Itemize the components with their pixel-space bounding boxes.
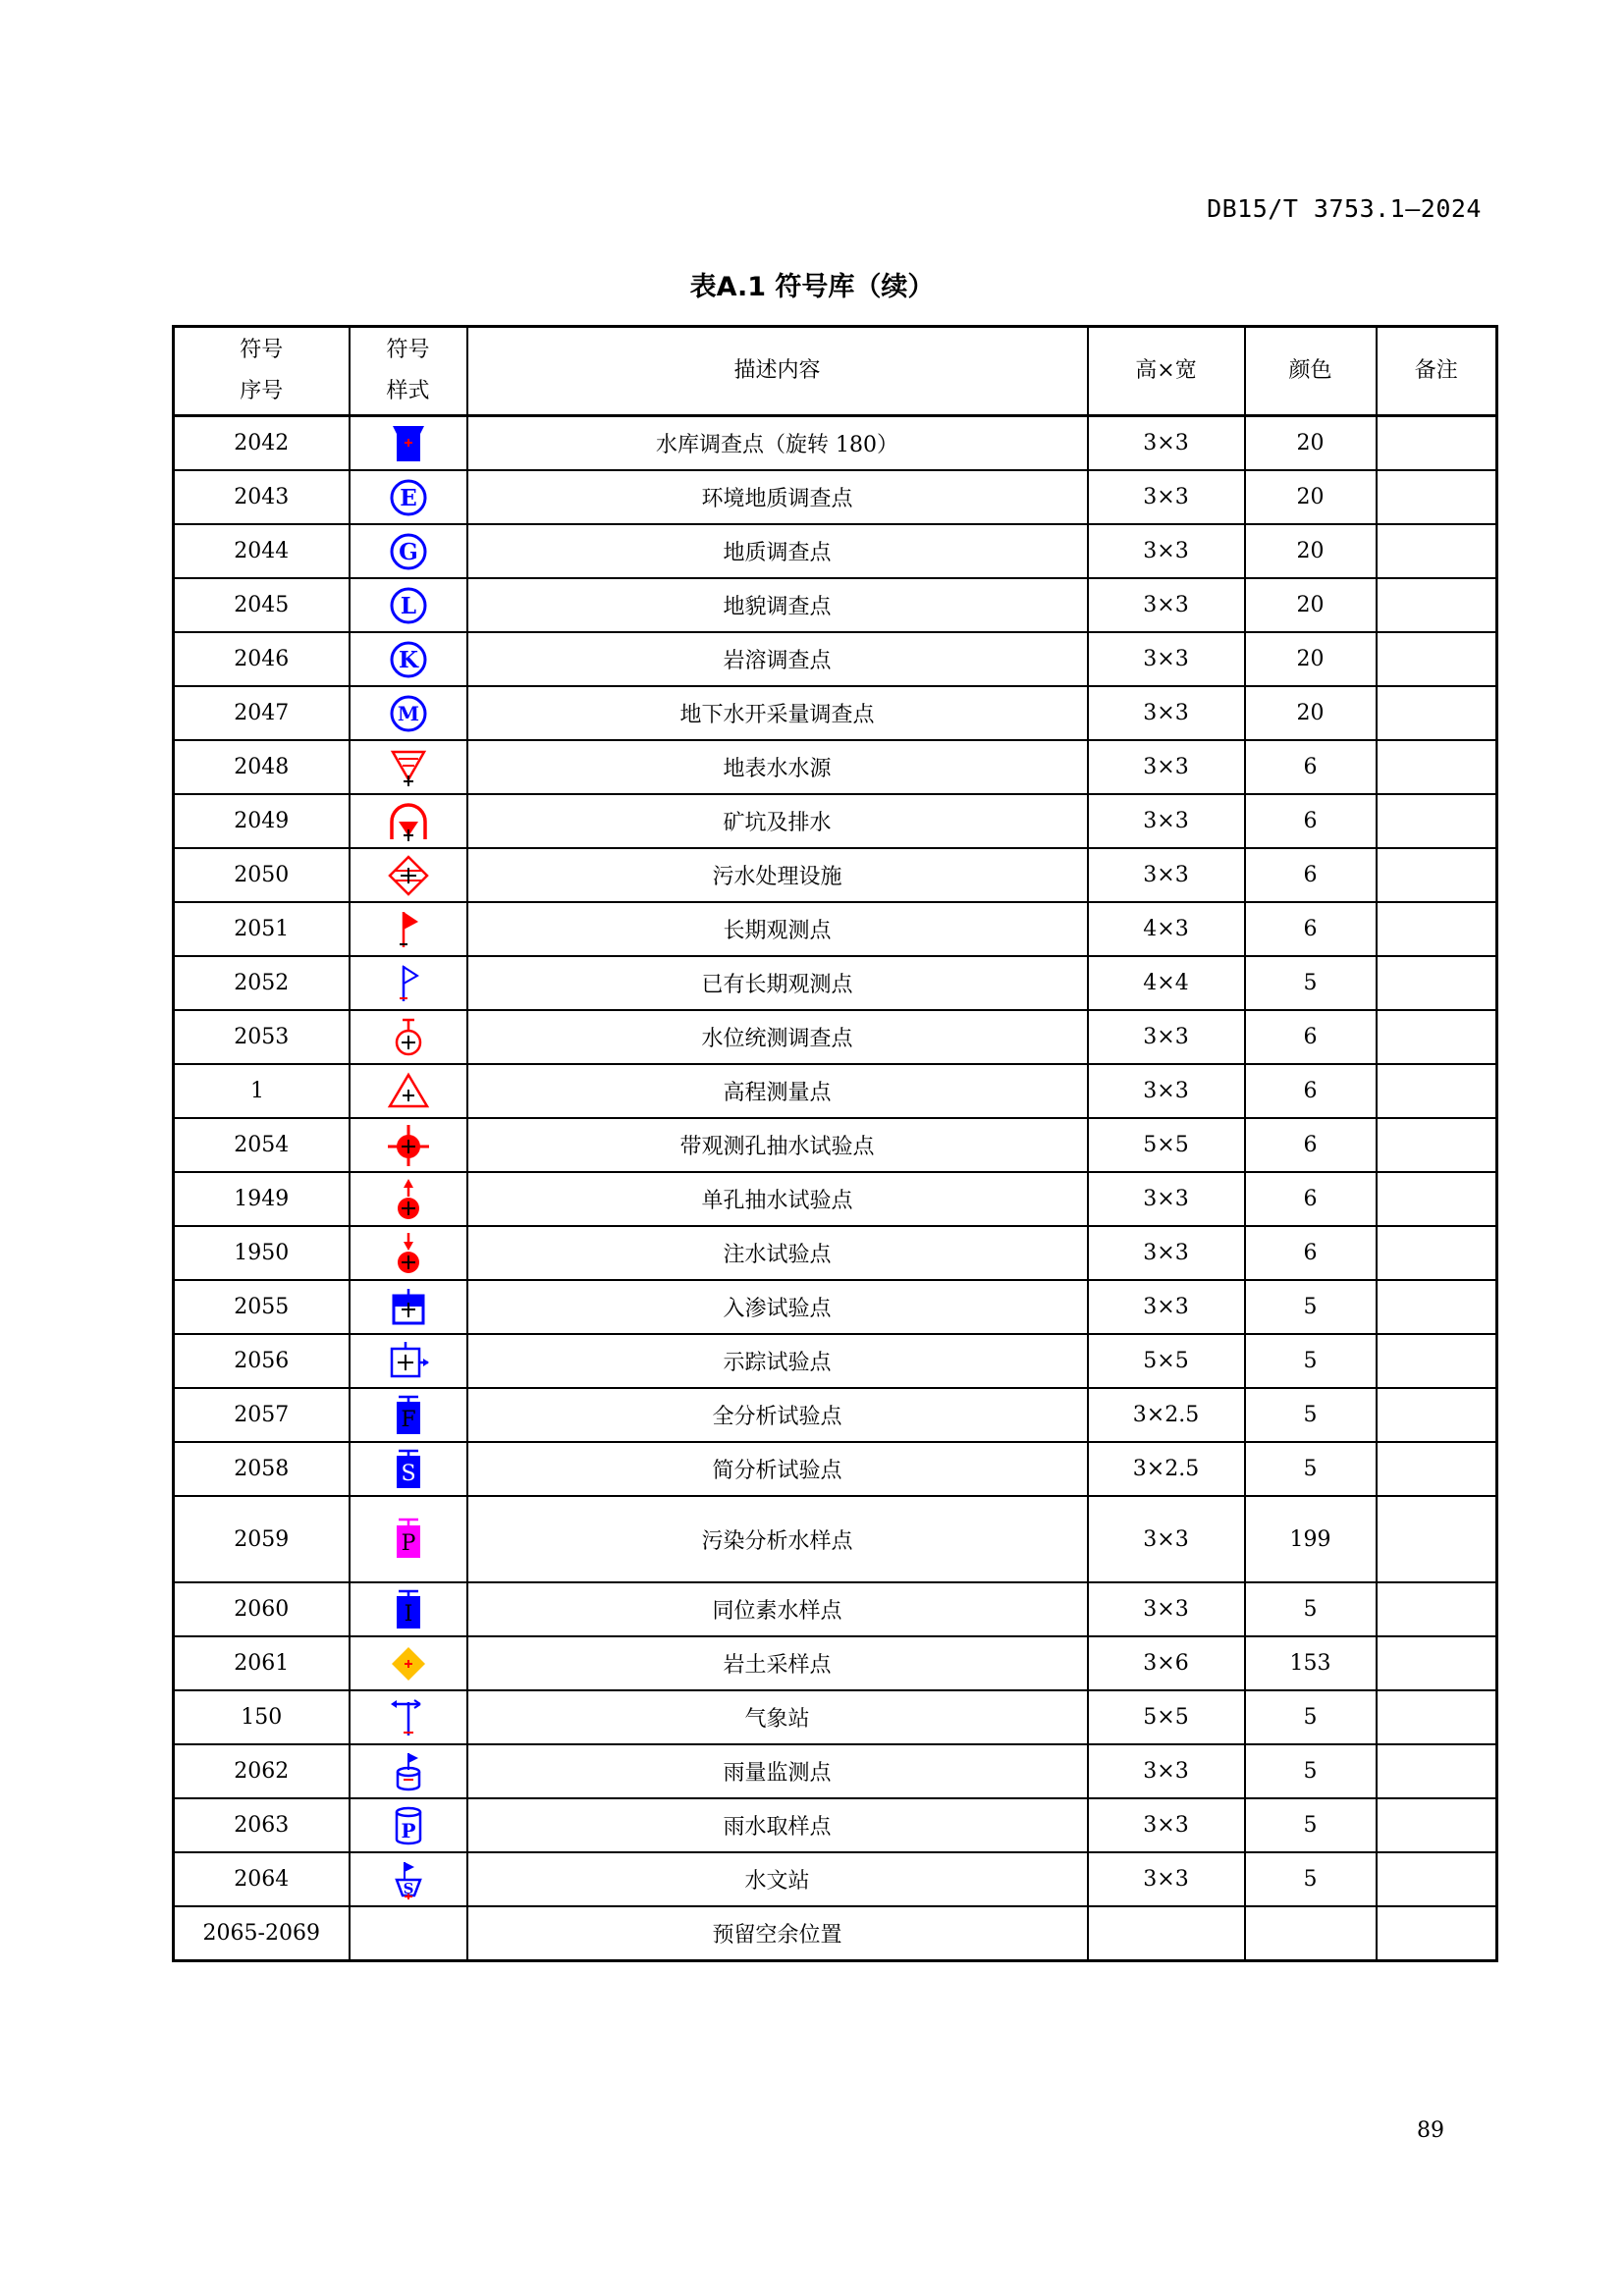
cell-seq: 2060 [174,1582,350,1636]
cell-description: 污水处理设施 [467,848,1088,902]
cell-description: 简分析试验点 [467,1442,1088,1496]
document-code: DB15/T 3753.1—2024 [1207,194,1482,223]
cell-seq: 2057 [174,1388,350,1442]
cell-remark [1377,1852,1497,1906]
single-hole-pumping-icon [387,1177,430,1222]
icon-letter: G [398,538,418,565]
cell-description: 长期观测点 [467,902,1088,956]
icon-letter: S [400,1461,416,1486]
cell-style [350,1442,467,1496]
cell-seq: 2043 [174,470,350,524]
cell-size: 3×3 [1088,1496,1245,1582]
cell-color: 5 [1245,1798,1377,1852]
cell-style [350,1798,467,1852]
cell-description: 单孔抽水试验点 [467,1172,1088,1226]
table-row [174,1496,1497,1582]
table-row [174,1172,1497,1226]
cell-size: 3×3 [1088,740,1245,794]
table-row [174,1118,1497,1172]
icon-letter: S [403,1879,413,1897]
tracer-test-icon [386,1339,431,1384]
column-header-style-line2: 样式 [386,379,430,403]
cell-remark [1377,1280,1497,1334]
cell-remark [1377,524,1497,578]
cell-seq: 2061 [174,1636,350,1690]
table-row [174,632,1497,686]
cell-remark [1377,1744,1497,1798]
table-row [174,848,1497,902]
cell-seq: 2053 [174,1010,350,1064]
cell-size: 3×3 [1088,1798,1245,1852]
table-row [174,1064,1497,1118]
cell-size: 4×4 [1088,956,1245,1010]
table-row [174,1334,1497,1388]
cell-description: 矿坑及排水 [467,794,1088,848]
column-header-seq [174,327,350,416]
cell-seq: 2065-2069 [174,1906,350,1961]
column-header-description: 描述内容 [467,327,1088,416]
cell-size: 5×5 [1088,1118,1245,1172]
cell-style [350,1744,467,1798]
table-row [174,686,1497,740]
cell-description: 全分析试验点 [467,1388,1088,1442]
cell-remark [1377,470,1497,524]
letter-k-circle-icon [387,638,430,681]
cell-style [350,1906,467,1961]
cell-remark [1377,1226,1497,1280]
cell-remark [1377,1118,1497,1172]
cell-seq: 2058 [174,1442,350,1496]
cell-style [350,740,467,794]
cell-color: 20 [1245,470,1377,524]
column-header-size: 高×宽 [1088,327,1245,416]
cell-seq: 2042 [174,416,350,471]
cell-style [350,1118,467,1172]
icon-letter: P [400,1818,416,1842]
cell-remark [1377,1690,1497,1744]
table-row [174,470,1497,524]
cell-remark [1377,578,1497,632]
cell-seq: 2052 [174,956,350,1010]
cell-seq: 2048 [174,740,350,794]
table-row [174,1690,1497,1744]
cell-size: 3×3 [1088,848,1245,902]
isotope-sample-i-icon [387,1588,430,1631]
cell-size: 5×5 [1088,1690,1245,1744]
cell-color: 20 [1245,578,1377,632]
cell-color: 20 [1245,416,1377,471]
cell-size: 3×3 [1088,686,1245,740]
hydrological-station-icon [387,1858,430,1901]
cell-color: 6 [1245,1064,1377,1118]
cell-color: 5 [1245,1582,1377,1636]
cell-description: 地质调查点 [467,524,1088,578]
cell-style [350,416,467,471]
cell-description: 示踪试验点 [467,1334,1088,1388]
cell-remark [1377,1636,1497,1690]
reservoir-survey-point-icon [387,422,430,465]
cell-seq: 2059 [174,1496,350,1582]
table-header-row [174,327,1497,416]
cell-remark [1377,1172,1497,1226]
cell-color: 153 [1245,1636,1377,1690]
cell-description: 高程测量点 [467,1064,1088,1118]
cell-description: 带观测孔抽水试验点 [467,1118,1088,1172]
cell-color: 5 [1245,1388,1377,1442]
cell-seq: 2054 [174,1118,350,1172]
cell-style [350,1064,467,1118]
cell-description: 注水试验点 [467,1226,1088,1280]
cell-color: 5 [1245,956,1377,1010]
cell-description: 气象站 [467,1690,1088,1744]
cell-remark [1377,1442,1497,1496]
table-row [174,524,1497,578]
cell-color: 199 [1245,1496,1377,1582]
cell-style [350,794,467,848]
cell-description: 地貌调查点 [467,578,1088,632]
cell-size: 3×3 [1088,1010,1245,1064]
simple-analysis-s-icon [387,1448,430,1491]
cell-remark [1377,416,1497,471]
cell-description: 地表水水源 [467,740,1088,794]
cell-size: 3×6 [1088,1636,1245,1690]
cell-remark [1377,1582,1497,1636]
letter-g-circle-icon [387,530,430,573]
cell-color: 6 [1245,902,1377,956]
cell-remark [1377,1496,1497,1582]
cell-description: 水库调查点（旋转 180） [467,416,1088,471]
cell-color: 5 [1245,1744,1377,1798]
cell-style [350,1690,467,1744]
cell-style [350,902,467,956]
cell-style [350,1172,467,1226]
cell-color: 6 [1245,1226,1377,1280]
weather-station-icon [387,1696,430,1739]
cell-description: 雨水取样点 [467,1798,1088,1852]
cell-seq: 2050 [174,848,350,902]
cell-seq: 2063 [174,1798,350,1852]
cell-style [350,1496,467,1582]
icon-letter: P [401,1531,415,1556]
table-row [174,1010,1497,1064]
cell-remark [1377,686,1497,740]
cell-description: 入渗试验点 [467,1280,1088,1334]
cell-color: 5 [1245,1442,1377,1496]
cell-color: 6 [1245,794,1377,848]
cell-seq: 2064 [174,1852,350,1906]
cell-color: 6 [1245,740,1377,794]
cell-color: 6 [1245,1172,1377,1226]
cell-seq: 2045 [174,578,350,632]
column-header-color: 颜色 [1245,327,1377,416]
icon-letter: M [397,701,419,725]
icon-letter: L [400,592,416,619]
cell-size: 3×3 [1088,1172,1245,1226]
cell-description: 水文站 [467,1852,1088,1906]
table-row [174,578,1497,632]
cell-remark [1377,632,1497,686]
cell-color: 5 [1245,1280,1377,1334]
cell-seq: 2046 [174,632,350,686]
table-row [174,1442,1497,1496]
cell-description: 已有长期观测点 [467,956,1088,1010]
table-row [174,1636,1497,1690]
cell-seq: 150 [174,1690,350,1744]
symbol-library-table [172,325,1498,1962]
cell-style [350,632,467,686]
cell-remark [1377,956,1497,1010]
cell-description: 岩土采样点 [467,1636,1088,1690]
cell-style [350,1582,467,1636]
cell-style [350,686,467,740]
cell-color [1245,1906,1377,1961]
cell-description: 预留空余位置 [467,1906,1088,1961]
cell-color: 20 [1245,686,1377,740]
cell-style [350,1280,467,1334]
icon-letter: F [400,1407,416,1432]
long-term-observation-flag-icon [387,908,430,951]
cell-style [350,1636,467,1690]
cell-size: 3×3 [1088,578,1245,632]
cell-description: 水位统测调查点 [467,1010,1088,1064]
cell-size [1088,1906,1245,1961]
table-row [174,1906,1497,1961]
cell-seq: 2047 [174,686,350,740]
column-header-seq-line1: 符号 [240,338,284,362]
pumping-test-observation-icon [386,1123,431,1168]
table-row [174,794,1497,848]
column-header-style-line1: 符号 [386,338,430,362]
cell-style [350,1010,467,1064]
cell-color: 5 [1245,1334,1377,1388]
cell-size: 3×3 [1088,794,1245,848]
icon-letter: E [399,484,417,511]
cell-description: 岩溶调查点 [467,632,1088,686]
cell-description: 污染分析水样点 [467,1496,1088,1582]
cell-style [350,1852,467,1906]
surface-water-source-icon [387,746,430,789]
cell-size: 3×2.5 [1088,1442,1245,1496]
rock-soil-sample-diamond-icon [387,1642,430,1685]
column-header-seq-line2: 序号 [240,379,284,403]
cell-size: 4×3 [1088,902,1245,956]
cell-seq: 2062 [174,1744,350,1798]
cell-size: 3×3 [1088,416,1245,471]
cell-color: 5 [1245,1852,1377,1906]
cell-remark [1377,1010,1497,1064]
cell-remark [1377,1064,1497,1118]
table-row [174,1388,1497,1442]
cell-seq: 2049 [174,794,350,848]
cell-remark [1377,1798,1497,1852]
table-title: 表A.1 符号库（续） [689,272,935,302]
icon-letter: I [404,1601,412,1627]
cell-seq: 2044 [174,524,350,578]
cell-size: 3×3 [1088,1744,1245,1798]
page-number: 89 [1417,2118,1444,2143]
infiltration-test-icon [387,1286,430,1329]
column-header-remark: 备注 [1377,327,1497,416]
cell-color: 5 [1245,1690,1377,1744]
column-header-style [350,327,467,416]
cell-size: 3×3 [1088,1064,1245,1118]
cell-remark [1377,902,1497,956]
elevation-triangle-icon [387,1070,430,1113]
cell-style [350,1226,467,1280]
table-row [174,1744,1497,1798]
cell-size: 3×3 [1088,524,1245,578]
cell-remark [1377,1906,1497,1961]
cell-remark [1377,1334,1497,1388]
table-row [174,416,1497,471]
cell-style [350,848,467,902]
cell-seq: 2056 [174,1334,350,1388]
table-row [174,1226,1497,1280]
cell-style [350,1388,467,1442]
water-level-survey-icon [387,1016,430,1059]
cell-remark [1377,794,1497,848]
table-row [174,956,1497,1010]
cell-size: 3×3 [1088,1582,1245,1636]
cell-color: 20 [1245,632,1377,686]
letter-m-circle-icon [387,692,430,735]
cell-color: 6 [1245,1010,1377,1064]
cell-description: 地下水开采量调查点 [467,686,1088,740]
table-row [174,902,1497,956]
cell-seq: 2051 [174,902,350,956]
cell-seq: 1 [174,1064,350,1118]
existing-observation-flag-icon [387,962,430,1005]
cell-color: 6 [1245,1118,1377,1172]
cell-description: 环境地质调查点 [467,470,1088,524]
rain-sampling-p-icon [387,1804,430,1847]
cell-size: 3×3 [1088,470,1245,524]
rain-gauge-icon [387,1750,430,1793]
cell-remark [1377,848,1497,902]
mine-drainage-icon [387,800,430,843]
cell-size: 3×3 [1088,1280,1245,1334]
cell-size: 3×3 [1088,1852,1245,1906]
cell-size: 3×2.5 [1088,1388,1245,1442]
cell-size: 3×3 [1088,1226,1245,1280]
table-row [174,1852,1497,1906]
icon-letter: K [398,646,418,673]
cell-description: 同位素水样点 [467,1582,1088,1636]
table-row [174,1582,1497,1636]
cell-style [350,578,467,632]
cell-seq: 2055 [174,1280,350,1334]
table-row [174,1798,1497,1852]
letter-e-circle-icon [387,476,430,519]
cell-size: 3×3 [1088,632,1245,686]
cell-color: 20 [1245,524,1377,578]
cell-style [350,524,467,578]
cell-remark [1377,740,1497,794]
cell-style [350,956,467,1010]
cell-remark [1377,1388,1497,1442]
full-analysis-f-icon [387,1394,430,1437]
table-row [174,740,1497,794]
sewage-treatment-icon [387,854,430,897]
cell-size: 5×5 [1088,1334,1245,1388]
cell-seq: 1950 [174,1226,350,1280]
cell-style [350,470,467,524]
cell-description: 雨量监测点 [467,1744,1088,1798]
injection-test-icon [387,1231,430,1276]
pollution-sample-p-icon [387,1517,430,1562]
letter-l-circle-icon [387,584,430,627]
cell-style [350,1334,467,1388]
table-row [174,1280,1497,1334]
cell-color: 6 [1245,848,1377,902]
cell-seq: 1949 [174,1172,350,1226]
